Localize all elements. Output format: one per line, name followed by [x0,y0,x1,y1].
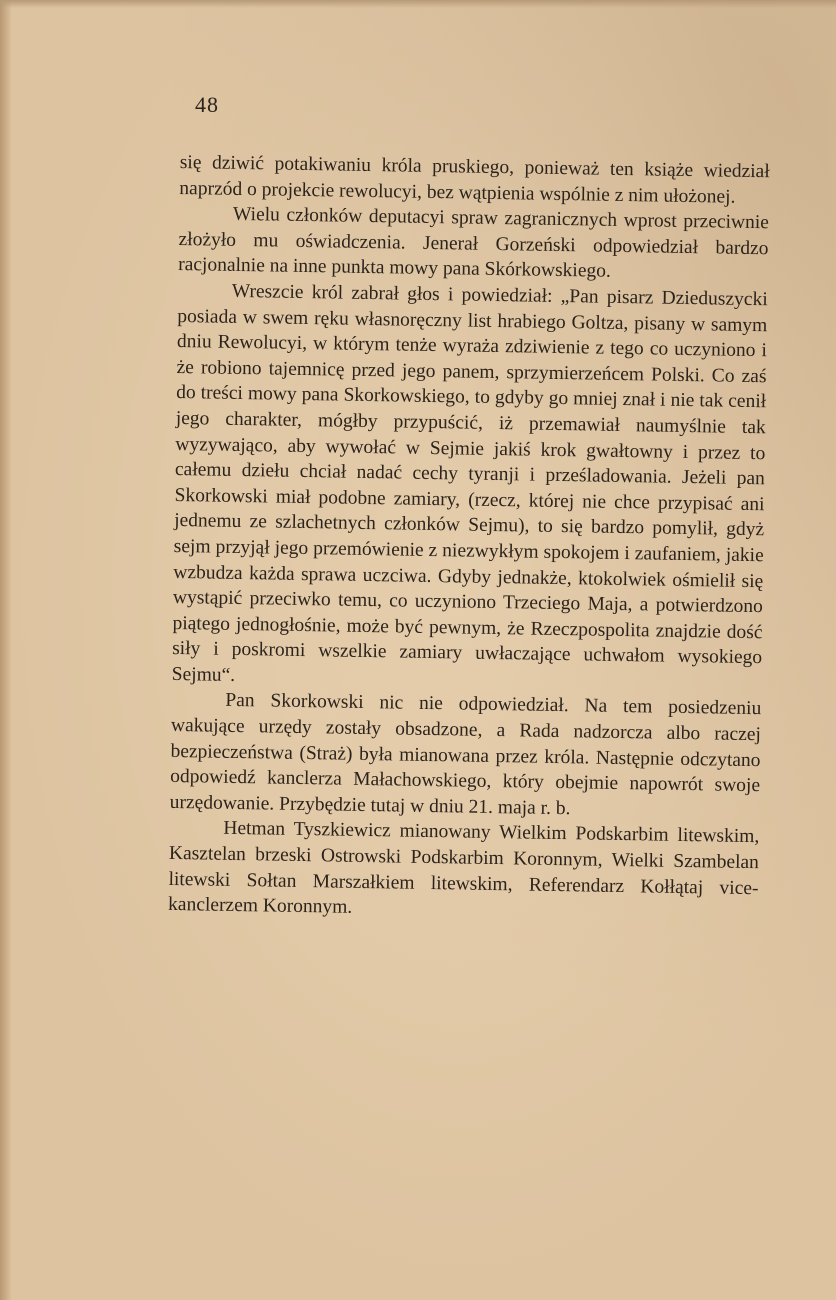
paragraph-appointments: Pan Skorkowski nic nie odpowiedział. Na tem posiedzeniu wakujące urzędy zostały obsadzone, a Rada nadzorcza albo raczej bezpieczeństwa (Straż) była mianowana przez króla. Następnie odczytano odpowiedź kanclerza Małachowskiego, który obejmie napowrót swoje urzędowanie. Przybędzie tutaj w dniu 21. maja r. b. [169,690,762,820]
paragraph-nominations: Hetman Tyszkiewicz mianowany Wielkim Podskarbim litewskim, Kasztelan brzeski Ostrowski Podskarbim Koronnym, Wielki Szambelan litewski Sołtan Marszałkiem litewskim, Referendarz Kołłątaj vice-kanclerzem Koronnym. [167,818,760,919]
paragraph-deputation: Wielu członków deputacyi spraw zagranicznych wprost przeciwnie złożyło mu oświadczenia. Jenerał Gorzeński odpowiedział bardzo racjonalnie na inne punkta mowy pana Skórkowskiego. [178,204,770,283]
body-text [168,150,770,927]
page-top-shadow [0,0,836,8]
paragraph-king-speech: Wreszcie król zabrał głos i powiedział: „Pan pisarz Dzieduszycki posiada w swem ręku własnoręczny list hrabiego Goltza, pisany w samym dniu Rewolucyi, w którym tenże wyraża zdziwienie z tego co uczyniono i że robiono tajemnicę przed jego panem, sprzymierzeńcem Polski. Co zaś do treści mowy pana Skorkowskiego, to gdyby go mniej znał i nie tak cenił jego charakter, mógłby przypuścić, iż przemawiał naumyślnie tak wyzywająco, aby wywołać w Sejmie jakiś krok gwałtowny i przez to całemu dziełu chciał nadać cechy tyranji i prześladowania. Jeżeli pan Skorkowski miał podobne zamiary, (rzecz, której nie chce przypisać ani jednemu ze szlachetnych członków Sejmu), to się bardzo pomylił, gdyż sejm przyjął jego przemówienie z niezwykłym spokojem i zaufaniem, jakie wzbudza każda sprawa uczciwa. Gdyby jednakże, ktokolwiek ośmielił się wystąpić przeciwko temu, co uczyniono Trzeciego Maja, a potwierdzono piątego jednogłośnie, może być pewnym, że Rzeczpospolita znajdzie dość siły i poskromi wszelkie zamiary uwłaczające uchwałom wysokiego Sejmu“. [171,280,768,686]
paragraph-continuation: się dziwić potakiwaniu króla pruskiego, ponieważ ten książe wiedział naprzód o projekcie rewolucyi, bez wątpienia wspólnie z nim ułożonej. [179,151,770,208]
page-number: 48 [195,92,219,117]
page-edge-shadow [0,0,12,1300]
